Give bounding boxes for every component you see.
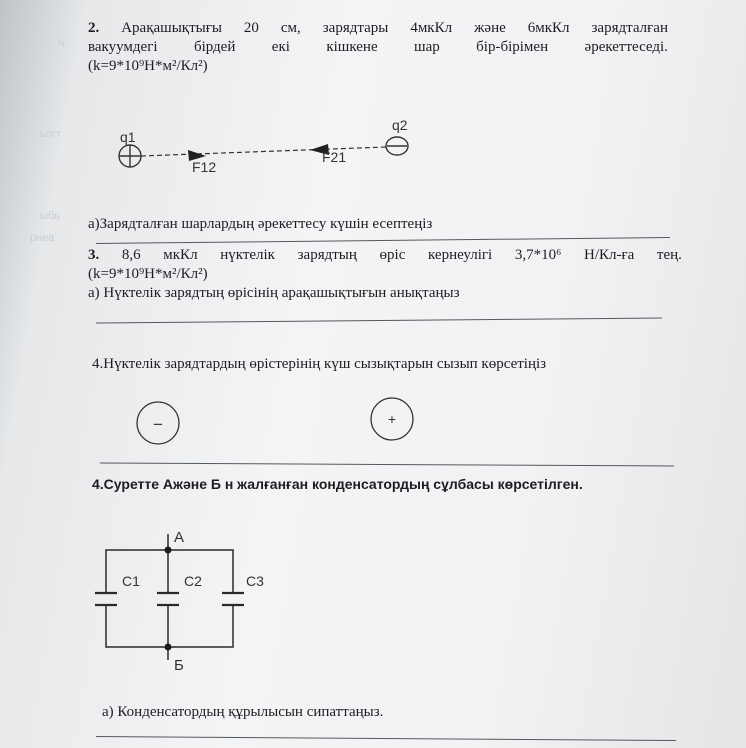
answer-line xyxy=(100,462,674,466)
q2-line1 xyxy=(88,20,668,37)
f21-label: F21 xyxy=(322,149,347,165)
word: бірдей xyxy=(193,39,236,55)
word: вакуумдегі xyxy=(88,39,158,55)
word: және xyxy=(474,20,506,36)
word: 3,7*10⁶ xyxy=(514,247,562,263)
q3-constant: (k=9*10⁹Н*м²/Кл²) xyxy=(88,266,208,282)
q5-question-a: а) Конденсатордың құрылысын сипаттаңыз. xyxy=(102,704,384,720)
q5-text: 4.Суретте Ажәне Б н жалғанған конденсатордың сұлбасы көрсетілген. xyxy=(92,476,583,492)
word: зарядталған xyxy=(591,20,668,36)
label-c1: С1 xyxy=(122,573,140,589)
dashed-connector xyxy=(141,147,386,156)
q2-question-a: а)Зарядталған шарлардың әрекеттесу күшін есептеңіз xyxy=(88,216,433,232)
word: 4мкКл xyxy=(410,20,453,36)
plus-symbol: + xyxy=(387,411,397,427)
node-a-dot xyxy=(165,547,172,554)
answer-line xyxy=(96,318,662,324)
word: зарядтары xyxy=(322,20,389,36)
answer-line xyxy=(96,736,676,741)
f12-label: F12 xyxy=(192,159,217,175)
label-b: Б xyxy=(174,657,184,674)
label-c3: С3 xyxy=(246,573,264,589)
bleed-through-mark: ыбь xyxy=(40,210,60,222)
word: екі xyxy=(271,39,290,55)
word: 8,6 xyxy=(121,247,141,263)
word: мкКл xyxy=(163,247,198,263)
word: өріс xyxy=(379,247,406,263)
word: кернеулігі xyxy=(428,247,493,263)
bleed-through-mark: рнеа xyxy=(30,232,55,244)
word: бір-бірімен xyxy=(476,39,549,55)
word: 6мкКл xyxy=(527,20,570,36)
charges-figure xyxy=(130,392,430,448)
q2-label: q2 xyxy=(392,117,408,133)
word: тең. xyxy=(656,247,682,263)
answer-line xyxy=(96,237,670,244)
word: шар xyxy=(414,39,440,55)
minus-symbol: − xyxy=(153,415,163,434)
bleed-through-mark: ьлгт xyxy=(40,128,62,140)
capacitor-circuit xyxy=(92,520,264,680)
q3-question-a: а) Нүктелік зарядтың өрісінің арақашықтығын анықтаңыз xyxy=(88,285,460,301)
q4-text: 4.Нүктелік зарядтардың өрістерінің күш сызықтарын сызып көрсетіңіз xyxy=(92,356,547,372)
word: см, xyxy=(280,20,301,36)
q3-line1 xyxy=(88,247,682,264)
bottom-wire xyxy=(106,606,233,647)
label-a: А xyxy=(174,529,185,546)
word: Арақашықтығы xyxy=(121,20,222,36)
q1-label: q1 xyxy=(120,129,136,145)
node-b-dot xyxy=(165,644,172,651)
force-diagram xyxy=(100,110,430,182)
question-number: 3. xyxy=(88,247,100,263)
question-number: 2. xyxy=(88,20,100,36)
q2-line2 xyxy=(88,39,668,56)
label-c2: С2 xyxy=(184,573,202,589)
word: әрекеттеседі. xyxy=(584,39,668,55)
word: 20 xyxy=(243,20,259,36)
bleed-through-mark: ц xyxy=(58,36,65,48)
word: нүктелік xyxy=(220,247,275,263)
word: кішкене xyxy=(326,39,378,55)
word: Н/Кл-ға xyxy=(583,247,635,263)
word: зарядтың xyxy=(297,247,357,263)
q2-constant: (k=9*10⁹Н*м²/Кл²) xyxy=(88,58,208,74)
